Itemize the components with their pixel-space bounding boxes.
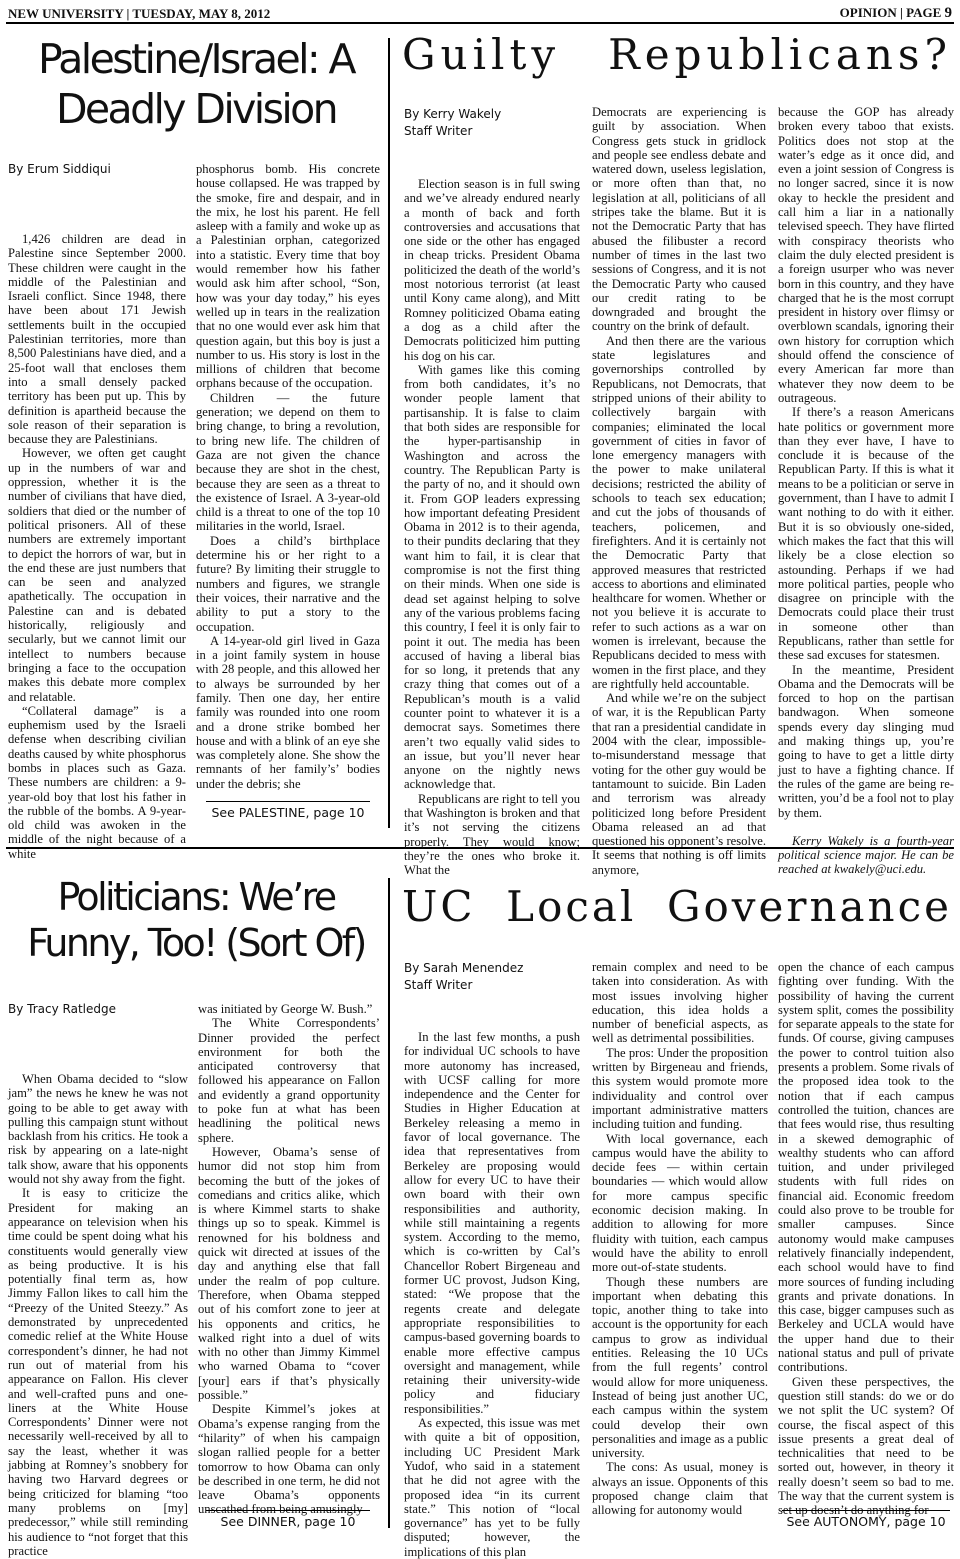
column-1 [8, 232, 186, 861]
page-number: 9 [944, 5, 952, 21]
title-word: Republicans? [608, 30, 952, 79]
header-section [840, 5, 952, 22]
column-2 [592, 105, 766, 877]
paragraph: However, Obama’s sense of humor did not stop him from becoming the butt of the jokes of comedians and critics alike, which is where Kimmel starts to shake things up so to speak. Kimmel is renowned for his boldness and quick wit directed at issues of the day and anything else that fall under the realm of pop culture. Therefore, when Obama stepped out of his comfort zone to jeer at his opponents and critics, he walked right into a duel of wits with no other than Jimmy Kimmel who warned Obama to “cover [your] ears if that’s physically possible.” [198, 1144, 380, 1403]
byline-role: Staff Writer [404, 978, 473, 992]
title-line-1: Politicians: We’re [57, 875, 335, 919]
paragraph: However, we often get caught up in the numbers of war and oppression, whether it is the number of civilians that have died, soldiers that died or the number of political prisoners. All of these numbers are extremely important to depict the horrors of war, but in the end these are just numbers that can be seen and analyzed apathetically. The occupation in Palestine can and is debated historically, religiously and secularly, but we cannot limit our intellect to numbers because bringing a face to the occupation makes this debate more complex and relatable. [8, 446, 186, 704]
paragraph: And then there are the various state legislatures and governorships controlled by Republicans, not Democrats, that stripped unions of their ability to collectively bargain with companies; eliminated the local government of cities in favor of lone emergency managers with the power to make unilateral decisions; restricted the ability of schools to teach sex education; and cut the jobs of thousands of teachers, policemen, and firefighters. And it is certainly not the Democratic Party that approved measures that restricted access to abortions and eliminated healthcare for women. Whether or not you believe it is accurate to refer to such actions as a war on women is irrelevant, because the Republicans decided to mess with women in the first place, and they are rightfully held accountable. [592, 333, 766, 691]
column-rule-top [388, 38, 390, 828]
title-word: Governance [666, 882, 952, 931]
column-3 [778, 960, 954, 1518]
byline [404, 106, 501, 140]
paragraph: With local governance, each campus would have the ability to decide fees — within certain boundaries — which would allow for more campus specific economic decision making. In addition to allowing for more fluidity with tuition, each campus would have the ability to enroll more out-of-state students. [592, 1131, 768, 1275]
column-2 [198, 1002, 380, 1517]
paragraph: When Obama decided to “slow jam” the news he knew he was not going to be able to get away with pulling this campaign stunt without backlash from his critics. He took a risk by appearing on a late-night talk show, aware that his opponents would not shy away from the fight. [8, 1072, 188, 1187]
page-header [6, 6, 954, 24]
title-line-1: Palestine/Israel: A [37, 35, 355, 83]
column-1 [8, 1072, 188, 1558]
article-title [402, 882, 952, 931]
paragraph: “Collateral damage” is a euphemism used by the Israeli defense when describing civilian deaths caused by white phosphorus bombs in places such as Gaza. These numbers are children: a 9-year-old boy that lost his father in the rubble of the bombs. A 9-year-old child was awoken in the middle of the night because of a white [8, 703, 186, 861]
paragraph: Democrats are experiencing is guilt by association. When Congress gets stuck in gridlock and people see endless debate and watered down, useless legislation, or more often than that, no legislation at all, politicians of all stripes take the blame. But it is not the Democratic Party that has abused the filibuster a record number of times in the last two sessions of Congress, and it is not the Democratic Party who caused our credit rating to be downgraded and brought the country on the brink of default. [592, 105, 766, 334]
paragraph: Does a child’s birthplace determine his or her right to a future? By limiting their struggle to numbers and figures, we strangle their voices, their narrative and the ability to put a story to the occupation. [196, 533, 380, 634]
title-word: Guilty [402, 30, 561, 79]
paragraph: 1,426 children are dead in Palestine since September 2000. These children were caught in the middle of the Palestinian and Israeli conflict. Since 1948, there have been about 171 Jewish settlements built in the occupied Palestinian territories, more than 8,500 Palestinians have died, and a 25-foot wall that encloses them into a small densely packed territory has been put up. This by definition is apartheid because the sole reason of their separation is because they are Palestinians. [8, 232, 186, 447]
paragraph: open the chance of each campus fighting over funding. With the possibility of having the current system split, comes the possibility for separate appeals to the state for funds. Of course, giving campuses the power to control tuition also presents a problem. Some rivals of the proposed idea took to the notion that if each campus controlled the tuition, chances are that fees would rise, thus resulting in a skewed demographic of wealthy students who can afford tuition, and under privileged students with full rides on financial aid. Economic freedom could also prove to be trouble for smaller campuses. Since autonomy would make campuses relatively financially independent, each school would have to find more sources of funding including grants and private donations. In this case, bigger campuses such as Berkeley and UCLA would have the upper hand due to their national status and pull of private contributions. [778, 960, 954, 1375]
paragraph: It is easy to criticize the President for making an appearance on television when his time could be spent doing what his constituents would generally view as being productive. It is his potentially final term as, how Jimmy Fallon likes to call him the “Preezy of the United Steezy.” As demonstrated by unprecedented comedic relief at the White House correspondent’s dinner, he had not run out of material from his appearance on Fallon. His clever and well-crafted puns and one-liners at the White House Correspondents’ Dinner were not necessarily well-received by all to say the least, whether it was jabbing at Romney’s snobbery for having two Harvard degrees or being criticized for blaming “too many problems on [my] predecessor,” while still reminding his audience to “not forget that this practice [8, 1186, 188, 1558]
column-1 [404, 1030, 580, 1559]
byline-role: Staff Writer [404, 124, 473, 138]
paragraph: With games like this coming from both candidates, it’s no wonder people lament that partisanship. It is false to claim that both sides are responsible for the hyper-partisanship in Washington and across the country. The Republican Party is the party of no, and it should own it. From GOP leaders expressing how important defeating President Obama in 2012 is to their agenda, to their pundits declaring that they want him to fail, it is clear that compromise is not the first thing on their minds. When one side is dead set against helping to solve any of the various problems facing this country, I feel it is only fair to point it out. The media has been accused of having a liberal bias for so long, it pretends that any crazy thing that comes out of a Republican’s mouth is a valid counter point to whatever it is a democrat says. Sometimes there aren’t two equally valid sides to an issue, but you’ll never hear anyone on the nightly news acknowledge that. [404, 362, 580, 792]
paragraph: remain complex and need to be taken into consideration. As with most issues involving higher education, this idea holds a number of beneficial aspects, as well as detrimental possibilities. [592, 960, 768, 1046]
paragraph: In the meantime, President Obama and the Democrats will be forced to hop on the partisan bandwagon. When someone spends every day slinging mud and making things up, you’re going to have to get a little dirty just to have a fighting chance. If the rules of the game are being re-written, you’d be a fool not to play by them. [778, 662, 954, 820]
paragraph: The pros: Under the proposition written by Birgeneau and friends, this system would promote more individuality and control over important administrative matters including tuition and funding. [592, 1045, 768, 1132]
paragraph: Election season is in full swing and we’ve already endured nearly a month of back and forth controversies and accusations that one side or the other has engaged in cheap tricks. President Obama politicized the death of the world’s most notorious terrorist (at least until Kony came along), and Mitt Romney politicized Obama eating a dog as a child after the Democrats politicized him putting his dog on his car. [404, 177, 580, 363]
paragraph: because the GOP has already broken every taboo that exists. Politics does not stop at the water’s edge as it once did, and even a joint session of Congress is no longer sacred, since it is now okay to heckle the president and call him a liar in a nationally televised speech. They have flirted with conspiracy theorists who claim the duly elected president is a foreign usurper who was never born in this country, and they have charged that he is the most corrupt president in history over flimsy or overblown scandals, ignoring their own history for corruption which should offend the conscience of every American far more than whatever they now deem to be outrageous. [778, 105, 954, 405]
jump-link-dinner[interactable]: See DINNER, page 10 [206, 1510, 370, 1529]
paragraph: The White Correspondents’ Dinner provided the perfect environment for both the anticipated controversy that followed his appearance on Fallon and evidently a grand opportunity to poke fun at what has been headlining the political news sphere. [198, 1016, 380, 1145]
article-title [8, 874, 384, 967]
header-section-label: OPINION | PAGE [839, 5, 945, 20]
paragraph: And while we’re on the subject of war, it is the Republican Party that ran a presidential candidate in 2004 with the clear, impossible-to-misunderstand message that voting for the other guy would be tantamount to suicide. Bin Laden and terrorism was already politicized long before President Obama released an ad that questioned his opponent’s resolve. It seems that nothing is off limits anymore, [592, 691, 766, 877]
column-1 [404, 177, 580, 878]
jump-link-autonomy[interactable]: See AUTONOMY, page 10 [782, 1510, 950, 1529]
paragraph: Though these numbers are important when debating this topic, another thing to take into account is the opportunity for each campus to grow as individual entities. Releasing the 10 UCs from the full regents’ control would allow for more uniqueness. Instead of being just another UC, each campus within the system could develop their own personalities and image as a public university. [592, 1274, 768, 1461]
byline [404, 960, 523, 994]
byline: By Tracy Ratledge [8, 1002, 116, 1016]
title-word: UC [402, 882, 476, 931]
column-3 [778, 105, 954, 877]
paragraph: Children — the future generation; we depend on them to bring change, to bring a revolution, to bring new life. The children of Gaza are not given the chance because they are shot in the chest, because they are seen as a threat to the existence of Israel. A 3-year-old child is a threat to one of the top 10 militaries in the world, Israel. [196, 390, 380, 534]
column-2 [196, 162, 380, 795]
byline-author: By Sarah Menendez [404, 961, 524, 975]
paragraph: As expected, this issue was met with quite a bit of opposition, including UC President Mark Yudof, who said in a statement that he did not agree with the proposed idea “in its current state.” This notion of “local governance” has yet to be fully disputed; however, the implications of this plan [404, 1416, 580, 1559]
column-rule-bottom [388, 878, 390, 1528]
paragraph: Republicans are right to tell you that Washington is broken and that it’s not serving the citizens properly. They would know; they’re the ones who broke it. What the [404, 791, 580, 878]
jump-link-palestine[interactable]: See PALESTINE, page 10 [206, 801, 370, 820]
title-line-2: Deadly Division [55, 85, 337, 134]
byline: By Erum Siddiqui [8, 162, 111, 176]
paragraph: was initiated by George W. Bush.” [198, 1002, 373, 1016]
author-bio: Kerry Wakely is a fourth-year political science major. He can be reached at kwakely@uci.edu. [778, 833, 954, 877]
paragraph: In the last few months, a push for individual UC schools to have more autonomy has increased, with UCSF calling for more independence and the Center for Studies in Higher Education at Berkeley releasing a memo in favor of local governance. The idea that representatives from Berkeley are proposing would allow for every UC to have their own board with their own responsibilities and authority, while still maintaining a regents system. According to the memo, which is co-written by Cal’s Chancellor Robert Birgeneau and former UC provost, Judson King, stated: “We propose that the regents create and delegate appropriate responsibilities to campus-based governing boards to enable more effective campus oversight and management, while retaining their university-wide policy and fiduciary responsibilities.” [404, 1030, 580, 1416]
title-line-2: Funny, Too! (Sort Of) [27, 921, 365, 966]
paragraph: phosphorus bomb. His concrete house collapsed. He was trapped by the smoke, fire and despair, and in the mix, he lost his parent. He fell asleep with a family and woke up as a Palestinian orphan, categorized into a statistic. Every time that boy would remember how his father would ask him after school, “Son, how was your day today,” his eyes welled up in tears in the realization that no one would ever ask him that question again, but this boy is just a number to us. His story is lost in the millions of children that become orphans because of the occupation. [196, 162, 380, 391]
title-word: Local [506, 882, 637, 931]
byline-author: By Kerry Wakely [404, 107, 502, 121]
article-title [402, 30, 952, 79]
article-title [8, 34, 384, 134]
paragraph: Given these perspectives, the question still stands: do we or do we not split the UC system? Of course, the fiscal aspect of this issue presents a great deal of technicalities that need to be sorted out, however, in theory it really doesn’t seem so bad to me. The way that the current system is set up doesn’t do anything for [778, 1374, 954, 1518]
paragraph: A 14-year-old girl lived in Gaza in a joint family system in house with 28 people, and this allowed her to always be surrounded by her family. Then one day, her entire family was rounded into one room and a drone strike bombed her house and with a blink of an eye she was completely alone. She show the remnants of her family’s’ bodies under the debris; she [196, 633, 380, 791]
paragraph: The cons: As usual, money is always an issue. Opponents of this proposed change claim that allowing for autonomy would [592, 1460, 768, 1518]
header-dateline: NEW UNIVERSITY | TUESDAY, MAY 8, 2012 [8, 6, 271, 21]
paragraph: If there’s a reason Americans hate politics or government more than they ever have, I have to conclude it is because of the Republican Party. If this is what it means to be a politician or serve in government, than I have to admit I want nothing to do with it either. But it is so obviously one-sided, which makes the fact that this will likely be a close election so astounding. Perhaps if we had more political parties, people who disagree on principle with the Democrats could place their trust in someone other than Republicans, rather than settle for these sad excuses for statesmen. [778, 405, 954, 663]
paragraph: Despite Kimmel’s jokes at Obama’s expense ranging from the “hilarity” of when his campaign slogan rallied people for a better tomorrow to how Obama can only be described in one term, he did not leave Obama’s opponents unscathed from being amusingly [198, 1402, 380, 1517]
column-2 [592, 960, 768, 1529]
